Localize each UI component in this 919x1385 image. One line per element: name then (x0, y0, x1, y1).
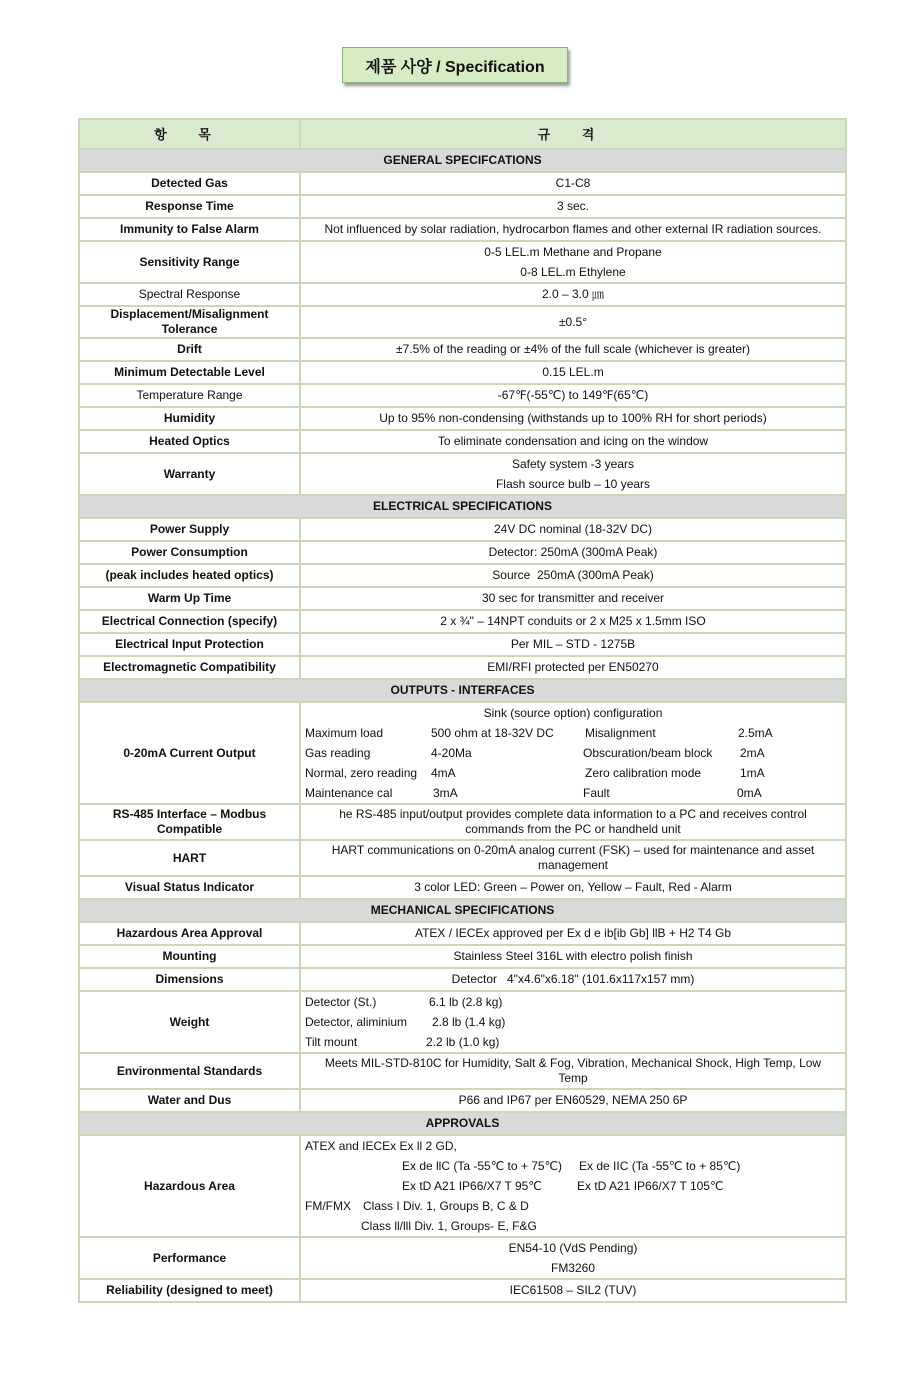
table-row (79, 656, 846, 679)
table-row (79, 702, 846, 804)
table-row (79, 453, 846, 495)
header-item: 항 목 (79, 119, 300, 149)
header-spec: 규 격 (300, 119, 846, 149)
table-row (79, 518, 846, 541)
row-label: Displacement/Misalignment Tolerance (79, 306, 300, 338)
approval-line: ATEX and IECEx Ex ll 2 GD, (305, 1139, 457, 1153)
table-row (79, 876, 846, 899)
row-value: Detector 4"x4.6"x6.18" (101.6x117x157 mm) (300, 968, 846, 991)
value-line: 0-8 LEL.m Ethylene (520, 265, 626, 279)
row-label: Sensitivity Range (79, 241, 300, 283)
table-row (79, 195, 846, 218)
table-row (79, 241, 846, 283)
section-mechanical: MECHANICAL SPECIFICATIONS (79, 899, 846, 922)
table-row (79, 338, 846, 361)
table-row (79, 1089, 846, 1112)
table-row (79, 945, 846, 968)
row-value: Up to 95% non-condensing (withstands up to 100% RH for short periods) (300, 407, 846, 430)
row-value: Source 250mA (300mA Peak) (300, 564, 846, 587)
row-label: Dimensions (79, 968, 300, 991)
row-label: Water and Dus (79, 1089, 300, 1112)
row-label: Electromagnetic Compatibility (79, 656, 300, 679)
row-value: IEC61508 – SIL2 (TUV) (300, 1279, 846, 1302)
table-row (79, 633, 846, 656)
table-row (79, 804, 846, 840)
row-value: 30 sec for transmitter and receiver (300, 587, 846, 610)
specification-table (78, 118, 847, 1303)
row-value: 2 x ¾" – 14NPT conduits or 2 x M25 x 1.5mm ISO (300, 610, 846, 633)
row-label: Weight (79, 991, 300, 1053)
row-value: 2.0 – 3.0 ㎛ (300, 283, 846, 306)
row-value (300, 1135, 846, 1237)
row-label: Environmental Standards (79, 1053, 300, 1089)
approval-line: FM/FMX Class I Div. 1, Groups B, C & D (305, 1199, 529, 1213)
weight-row: Detector, aliminium 2.8 lb (1.4 kg) (305, 1015, 506, 1029)
row-value: Not influenced by solar radiation, hydrocarbon flames and other external IR radiation sources. (300, 218, 846, 241)
table-row (79, 172, 846, 195)
row-label: 0-20mA Current Output (79, 702, 300, 804)
approval-line: Class ll/lll Div. 1, Groups- E, F&G (361, 1219, 537, 1233)
row-label: Mounting (79, 945, 300, 968)
current-output-row: Maximum load 500 ohm at 18-32V DC Misalignment 2.5mA (305, 726, 773, 740)
table-row (79, 407, 846, 430)
table-row (79, 840, 846, 876)
section-electrical: ELECTRICAL SPECIFICATIONS (79, 495, 846, 518)
value-line: Sink (source option) configuration (483, 706, 663, 720)
section-general: GENERAL SPECIFCATIONS (79, 149, 846, 172)
table-row (79, 1135, 846, 1237)
table-row (79, 1237, 846, 1279)
row-value: 3 sec. (300, 195, 846, 218)
table-row (79, 1279, 846, 1302)
table-row (79, 968, 846, 991)
table-row (79, 218, 846, 241)
row-value (300, 1237, 846, 1279)
table-row (79, 1053, 846, 1089)
row-label: Response Time (79, 195, 300, 218)
row-label: Warm Up Time (79, 587, 300, 610)
table-row (79, 564, 846, 587)
value-line: Safety system -3 years (511, 457, 635, 471)
row-value: EMI/RFI protected per EN50270 (300, 656, 846, 679)
row-label: Temperature Range (79, 384, 300, 407)
row-label: Electrical Connection (specify) (79, 610, 300, 633)
table-header-row (79, 119, 846, 149)
table-row (79, 384, 846, 407)
row-value: HART communications on 0-20mA analog current (FSK) – used for maintenance and asset management (300, 840, 846, 876)
table-row (79, 922, 846, 945)
row-value: he RS-485 input/output provides complete data information to a PC and receives control commands from the PC or handheld unit (300, 804, 846, 840)
row-label: Detected Gas (79, 172, 300, 195)
value-line: Flash source bulb – 10 years (495, 477, 651, 491)
table-row (79, 587, 846, 610)
row-label: Humidity (79, 407, 300, 430)
row-value: ATEX / IECEx approved per Ex d e ib[ib Gb] llB + H2 T4 Gb (300, 922, 846, 945)
row-value: Meets MIL-STD-810C for Humidity, Salt & Fog, Vibration, Mechanical Shock, High Temp, Low Temp (300, 1053, 846, 1089)
current-output-row: Normal, zero reading 4mA Zero calibration mode 1mA (305, 766, 765, 780)
row-label: Electrical Input Protection (79, 633, 300, 656)
table-row (79, 361, 846, 384)
current-output-row: Gas reading 4-20Ma Obscuration/beam block 2mA (305, 746, 765, 760)
table-row (79, 991, 846, 1053)
row-label: Heated Optics (79, 430, 300, 453)
weight-row: Tilt mount 2.2 lb (1.0 kg) (305, 1035, 500, 1049)
row-value: Per MIL – STD - 1275B (300, 633, 846, 656)
row-value (300, 241, 846, 283)
row-value: Detector: 250mA (300mA Peak) (300, 541, 846, 564)
row-label: (peak includes heated optics) (79, 564, 300, 587)
table-row (79, 430, 846, 453)
page-title: 제품 사양 / Specification (342, 47, 568, 83)
row-value: To eliminate condensation and icing on the window (300, 430, 846, 453)
row-value (300, 453, 846, 495)
row-label: Spectral Response (79, 283, 300, 306)
row-value: ±7.5% of the reading or ±4% of the full scale (whichever is greater) (300, 338, 846, 361)
section-outputs: OUTPUTS - INTERFACES (79, 679, 846, 702)
row-value: C1-C8 (300, 172, 846, 195)
row-label: Visual Status Indicator (79, 876, 300, 899)
value-line: EN54-10 (VdS Pending) (508, 1241, 638, 1255)
value-line: 0-5 LEL.m Methane and Propane (484, 245, 662, 259)
row-value: Stainless Steel 316L with electro polish finish (300, 945, 846, 968)
row-value: 24V DC nominal (18-32V DC) (300, 518, 846, 541)
row-value (300, 991, 846, 1053)
section-approvals: APPROVALS (79, 1112, 846, 1135)
table-row (79, 610, 846, 633)
approval-line: Ex tD A21 IP66/X7 T 95℃ Ex tD A21 IP66/X7 T 105℃ (402, 1179, 724, 1193)
row-value: 0.15 LEL.m (300, 361, 846, 384)
approval-line: Ex de llC (Ta -55℃ to + 75℃) Ex de IIC (Ta -55℃ to + 85℃) (402, 1159, 741, 1173)
table-row (79, 541, 846, 564)
row-label: Performance (79, 1237, 300, 1279)
row-label: Hazardous Area Approval (79, 922, 300, 945)
row-value: P66 and IP67 per EN60529, NEMA 250 6P (300, 1089, 846, 1112)
value-line: FM3260 (550, 1261, 596, 1275)
row-value (300, 702, 846, 804)
row-label: Power Supply (79, 518, 300, 541)
weight-row: Detector (St.) 6.1 lb (2.8 kg) (305, 995, 503, 1009)
current-output-row: Maintenance cal 3mA Fault 0mA (305, 786, 762, 800)
table-row (79, 283, 846, 306)
row-label: HART (79, 840, 300, 876)
row-label: Drift (79, 338, 300, 361)
row-value: 3 color LED: Green – Power on, Yellow – Fault, Red - Alarm (300, 876, 846, 899)
row-value: ±0.5° (300, 306, 846, 338)
row-label: Hazardous Area (79, 1135, 300, 1237)
row-label: Power Consumption (79, 541, 300, 564)
row-label: Reliability (designed to meet) (79, 1279, 300, 1302)
row-label: Minimum Detectable Level (79, 361, 300, 384)
row-label: RS-485 Interface – Modbus Compatible (79, 804, 300, 840)
row-label: Warranty (79, 453, 300, 495)
table-row (79, 306, 846, 338)
row-label: Immunity to False Alarm (79, 218, 300, 241)
row-value: -67℉(-55℃) to 149℉(65℃) (300, 384, 846, 407)
